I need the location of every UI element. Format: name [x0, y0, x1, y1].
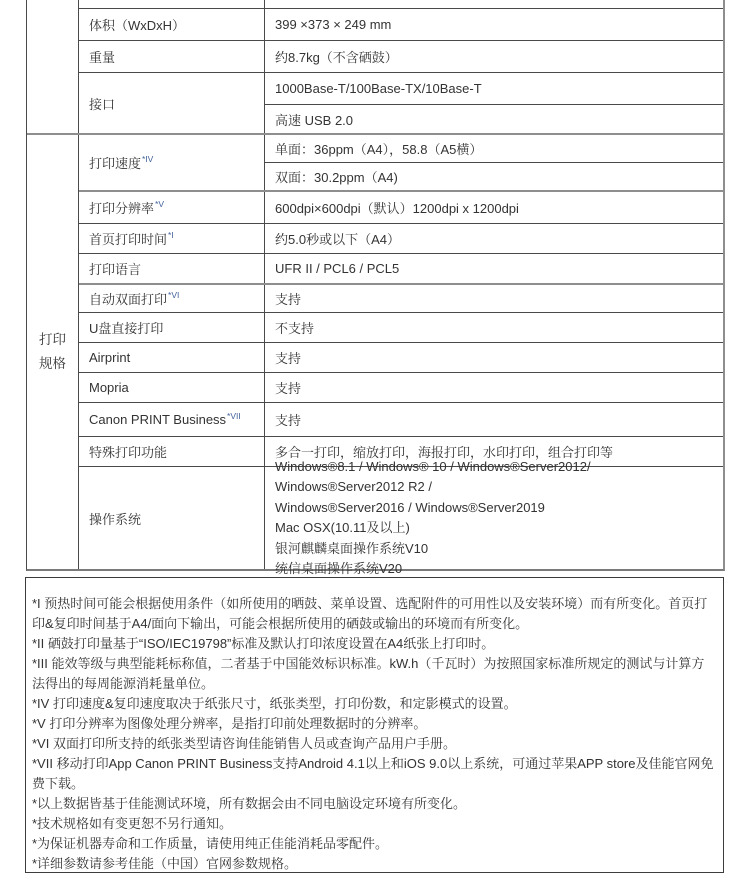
footnote: *以上数据皆基于佳能测试环境，所有数据会由不同电脑设定环境有所变化。 [32, 796, 467, 811]
footnote: *V 打印分辨率为图像处理分辨率，是指打印前处理数据时的分辨率。 [32, 716, 427, 731]
spec-value: 高速 USB 2.0 [265, 104, 723, 133]
spec-label: 打印速度 $^{*IV}$ [89, 153, 154, 171]
spec-label: U盘直接打印 [89, 321, 164, 336]
footnote-ref: *VII [227, 410, 241, 421]
spec-label: 首页打印时间 $^{*I}$ [89, 229, 174, 247]
os-line: Windows®Server2016 / Windows®Server2019 [275, 499, 545, 515]
printer-spec-table [26, 0, 725, 576]
footnote: *详细参数请参考佳能（中国）官网参数规格。 [32, 856, 298, 871]
spec-label: Canon PRINT Business $^{*VII}$ [89, 410, 241, 427]
spec-row-print-resolution [79, 190, 723, 223]
spec-value: 单面：36ppm（A4），58.8（A5横） [275, 142, 483, 157]
footnote: *II 硒鼓打印量基于“ISO/IEC19798”标准及默认打印浓度设置在A4纸张上打印时。 [32, 636, 495, 651]
spec-value: 双面：30.2ppm（A4) [265, 162, 723, 189]
footnote: *I 预热时间可能会根据使用条件（如所使用的晒鼓、菜单设置、选配附件的可用性以及安装环境）而有所变化。首页打印&复印时间基于A4/面向下输出，可能会根据所使用的硒鼓或输出的环境而有所变化。 [32, 596, 708, 631]
os-line: 银河麒麟桌面操作系统V10 [275, 540, 429, 556]
os-line: Mac OSX(10.11及以上) [275, 520, 410, 535]
footnote-ref: *IV [142, 153, 154, 164]
spec-value: 支持 [264, 285, 723, 312]
footnotes-box [25, 577, 724, 873]
spec-label: 打印分辨率 $^{*V}$ [89, 198, 164, 216]
spec-value: 支持 [264, 403, 723, 436]
spec-row-airprint [79, 342, 723, 372]
os-line: 统信桌面操作系统V20 [275, 561, 403, 576]
footnote: *为保证机器寿命和工作质量，请使用纯正佳能消耗品零配件。 [32, 836, 389, 851]
spec-value: 1000Base-T/100Base-TX/10Base-T [275, 81, 482, 96]
spec-value: 多合一打印，缩放打印，海报打印，水印打印，组合打印等 [264, 437, 723, 466]
print-spec-section [27, 135, 723, 576]
spec-label: 接口 [89, 96, 116, 112]
general-group-cell [27, 0, 79, 133]
spec-label: Mopria [89, 380, 129, 395]
footnote-ref: *V [155, 198, 164, 209]
spec-value: 399 ×373 × 249 mm [264, 9, 723, 40]
spec-row-print-speed [79, 135, 723, 190]
spec-value: 约8.7kg（不含硒鼓） [264, 41, 723, 72]
spec-label: 体积（WxDxH） [89, 18, 186, 33]
spec-row-interface [79, 72, 723, 133]
spec-row-print-language [79, 253, 723, 283]
spec-row-weight [79, 40, 723, 72]
spec-value-os [264, 458, 723, 576]
spec-row-os [79, 458, 723, 576]
spec-row-first-page-time [79, 223, 723, 253]
print-group-cell [27, 135, 79, 569]
spec-value: 不支持 [264, 313, 723, 342]
spec-label [79, 0, 264, 8]
spec-row-mopria [79, 372, 723, 402]
spec-label: Airprint [89, 350, 131, 365]
footnote: *III 能效等级与典型能耗标称值，二者基于中国能效标识标准。kW.h（千瓦时）为按照国家标准所规定的测试与计算方法得出的每周能源消耗量单位。 [32, 656, 705, 691]
spec-row-auto-duplex [79, 283, 723, 312]
spec-value [264, 0, 723, 8]
spec-row-canon-print-business [79, 402, 723, 436]
clipped-top-row [79, 0, 723, 8]
footnote: *VII 移动打印App Canon PRINT Business支持Android 4.1以上和iOS 9.0以上系统，可通过苹果APP store及佳能官网免费下载。 [32, 756, 714, 791]
spec-row-dimensions [79, 8, 723, 40]
spec-value: 支持 [264, 373, 723, 402]
spec-value-group [264, 135, 723, 190]
spec-label: 自动双面打印 $^{*VI}$ [89, 289, 180, 307]
spec-value: 支持 [264, 343, 723, 372]
spec-label: 重量 [89, 50, 116, 65]
print-group-label-line2: 规格 [39, 356, 66, 371]
os-line: Windows®8.1 / Windows® 10 / Windows®Server2012/ Windows®Server2012 R2 / [275, 458, 591, 494]
spec-value: 约5.0秒或以下（A4） [264, 224, 723, 253]
spec-label: 操作系统 [89, 511, 142, 527]
spec-value-group [264, 73, 723, 133]
print-group-label-line1: 打印 [39, 332, 66, 347]
spec-row-usb-direct-print [79, 312, 723, 342]
footnote-ref: *VI [168, 289, 180, 300]
footnote-ref: *I [168, 229, 174, 240]
footnote: *VI 双面打印所支持的纸张类型请咨询佳能销售人员或查询产品用户手册。 [32, 736, 456, 751]
footnote: *技术规格如有变更恕不另行通知。 [32, 816, 233, 831]
spec-value: UFR II / PCL6 / PCL5 [264, 254, 723, 283]
footnote: *IV 打印速度&复印速度取决于纸张尺寸，纸张类型，打印份数，和定影模式的设置。 [32, 696, 517, 711]
spec-label: 特殊打印功能 [89, 445, 168, 460]
spec-value: 600dpi×600dpi（默认）1200dpi x 1200dpi [264, 192, 723, 223]
general-spec-section [27, 0, 723, 135]
spec-label: 打印语言 [89, 262, 142, 277]
